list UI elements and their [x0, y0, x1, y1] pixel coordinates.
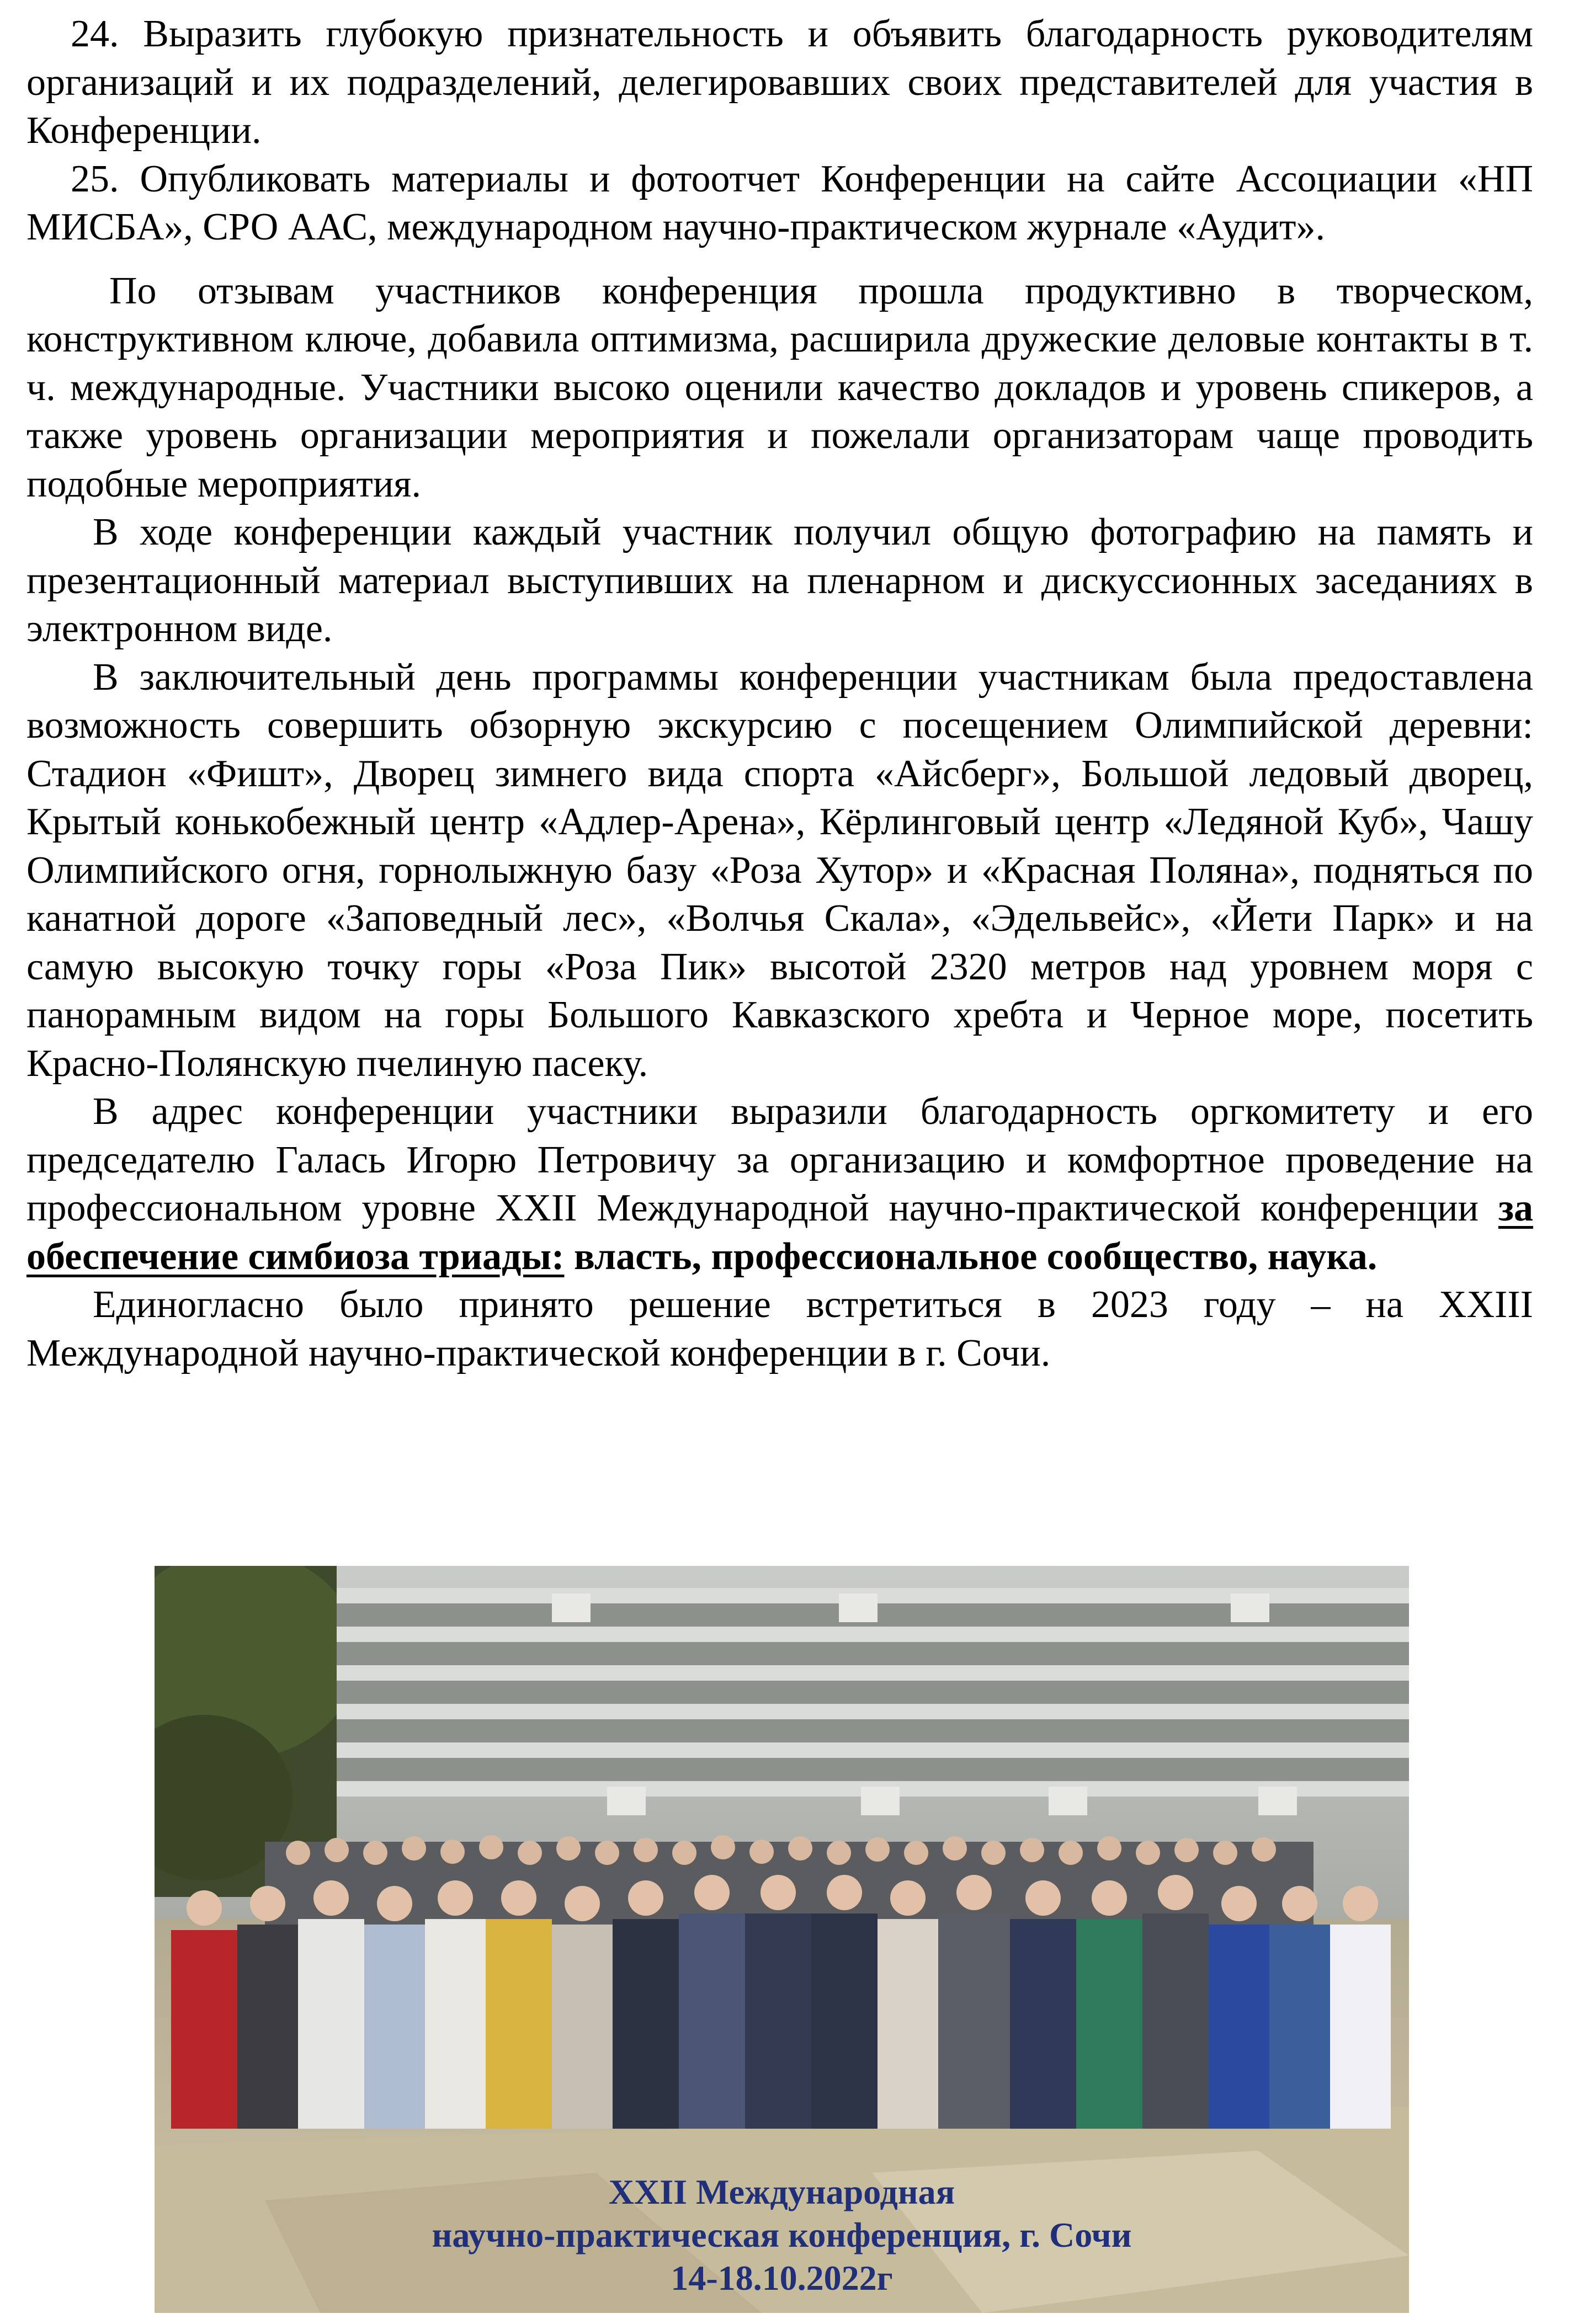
- list-item-text: Опубликовать материалы и фотоотчет Конференции на сайте Ассоциации «НП МИСБА», СРО ААС, международном научно-практическом журнале «Аудит».: [26, 157, 1533, 248]
- list-item-24: [26, 10, 1533, 155]
- list-item-number: 24.: [71, 13, 119, 55]
- list-item-number: 25.: [71, 157, 119, 200]
- caption-line-3: 14-18.10.2022г: [671, 2258, 893, 2298]
- list-item-text: Выразить глубокую признательность и объявить благодарность руководителям организаций и их подразделений, делегировавших своих представителей для участия в Конференции.: [26, 13, 1534, 152]
- caption-line-1: XXII Международная: [608, 2172, 955, 2211]
- gratitude-underlined: за обеспечение симбиоза триады:: [26, 1187, 1533, 1278]
- paragraph-feedback: По отзывам участников конференция прошла продуктивно в творческом, конструктивном ключе, добавила оптимизма, расширила дружеские деловые контакты в т. ч. международные. Участники высоко оценили качество докладов и уровень спикеров, а также уровень организации мероприятия и пожелали организаторам чаще проводить подобные мероприятия.: [26, 269, 1533, 505]
- gratitude-text: В адрес конференции участники выразили благодарность оргкомитету и его председателю Галась Игорю Петровичу за организацию и комфортное проведение на профессиональном уровне XXII Международной научно-практической конференции: [26, 1090, 1533, 1229]
- gratitude-bold: власть, профессиональное сообщество, наука.: [564, 1235, 1378, 1278]
- photo-caption: [155, 2171, 1409, 2300]
- paragraph-excursion: В заключительный день программы конференции участникам была предоставлена возможность совершить обзорную экскурсию с посещением Олимпийской деревни: Стадион «Фишт», Дворец зимнего вида спорта «Айсберг», Большой ледовый дворец, Крытый конькобежный центр «Адлер-Арена», Кёрлинговый центр «Ледяной Куб», Чашу Олимпийского огня, горнолыжную базу «Роза Хутор» и «Красная Поляна», подняться по канатной дороге «Заповедный лес», «Волчья Скала», «Эдельвейс», «Йети Парк» и на самую высокую точку горы «Роза Пик» высотой 2320 метров над уровнем моря с панорамным видом на горы Большого Кавказского хребта и Черное море, посетить Красно-Полянскую пчелиную пасеку.: [26, 655, 1533, 1085]
- list-item-25: [26, 155, 1533, 252]
- paragraph-gratitude: [26, 1088, 1533, 1281]
- caption-line-2: научно-практическая конференция, г. Сочи: [432, 2215, 1132, 2254]
- paragraph-next-conference: Единогласно было принято решение встретиться в 2023 году – на XXIII Международной научно-практической конференции в г. Сочи.: [26, 1283, 1533, 1374]
- group-photo: [155, 1566, 1409, 2313]
- document-page: [26, 10, 1533, 1377]
- paragraph-photo-materials: В ходе конференции каждый участник получил общую фотографию на память и презентационный материал выступивших на пленарном и дискуссионных заседаниях в электронном виде.: [26, 511, 1533, 650]
